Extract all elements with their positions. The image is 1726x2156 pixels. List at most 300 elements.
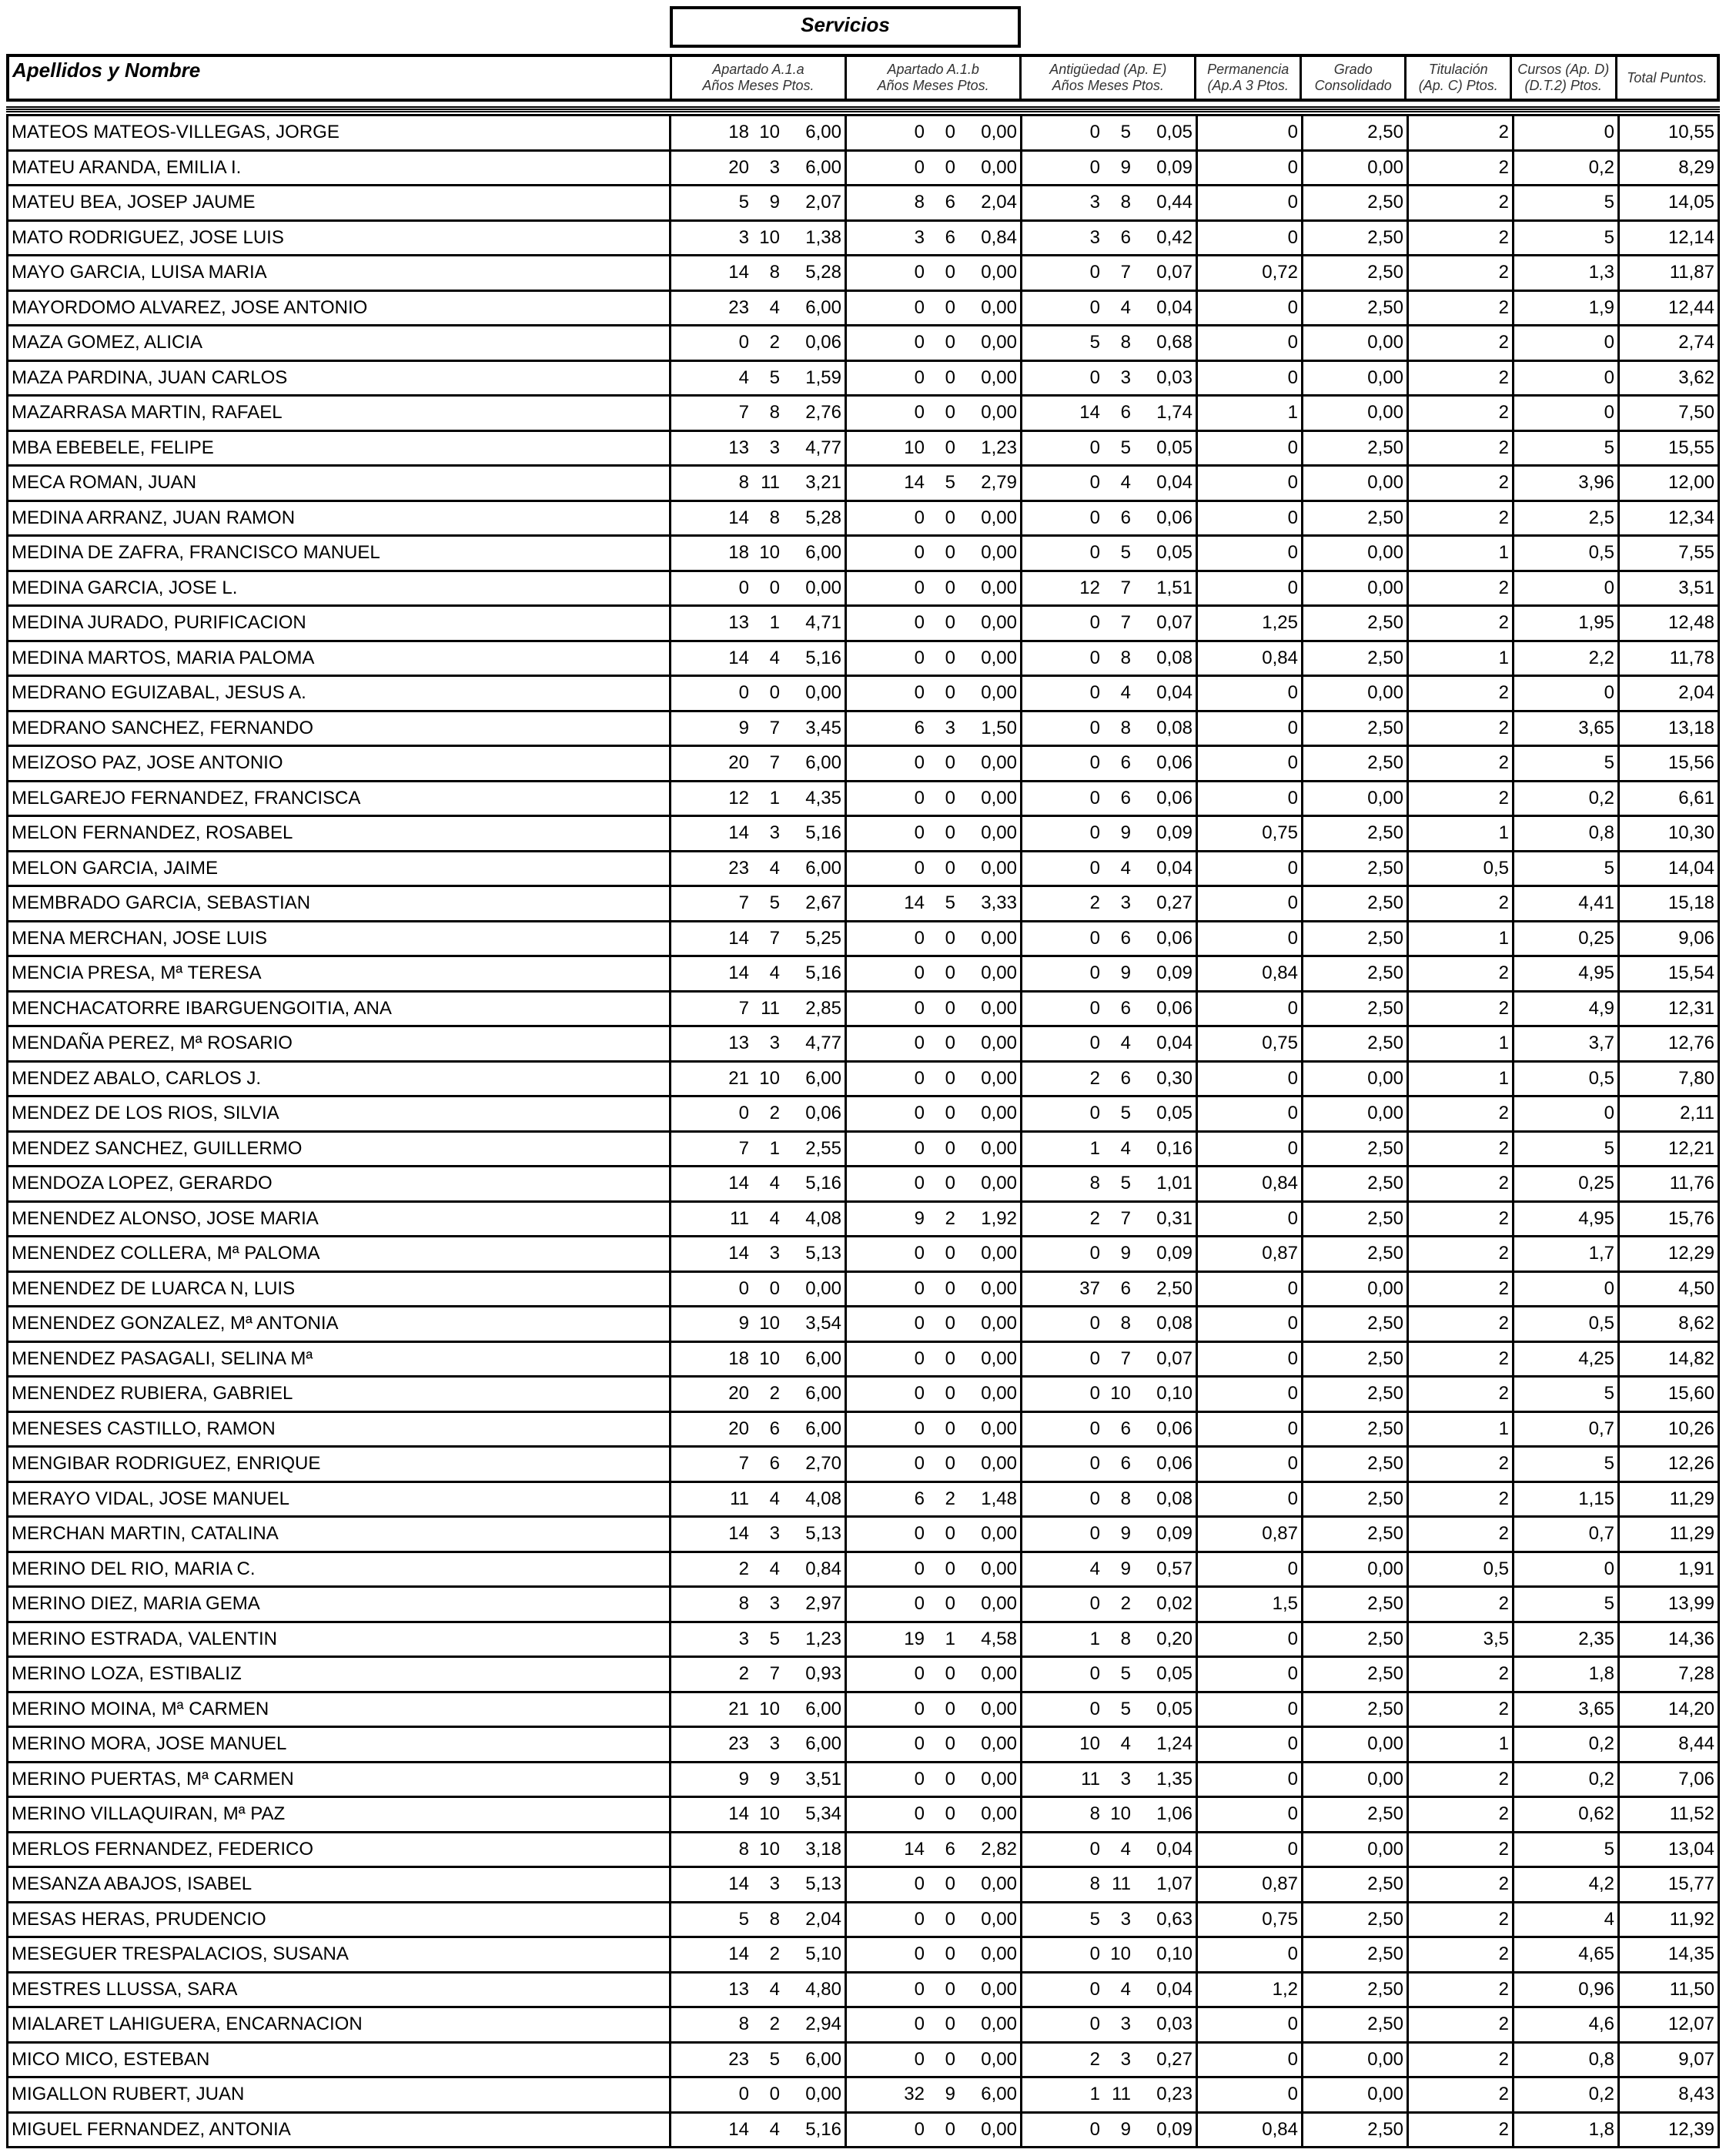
cell-grado: 2,50 — [1303, 852, 1409, 886]
cell-a1a-part: 0,00 — [805, 2084, 841, 2105]
cell-antiguedad — [1022, 1868, 1198, 1901]
cell-permanencia: 0 — [1198, 852, 1303, 886]
cell-a1b-part: 0 — [914, 1943, 925, 1965]
cell-a1a-part: 5,10 — [805, 1943, 841, 1965]
cell-antiguedad-part: 0,06 — [1156, 787, 1192, 808]
cell-cursos: 1,8 — [1514, 1658, 1620, 1691]
cell-a1b-part: 0,00 — [981, 1698, 1017, 1719]
cell-a1a-part: 20 — [728, 156, 749, 178]
cell-name: MERCHAN MARTIN, CATALINA — [6, 1518, 671, 1551]
cell-antiguedad-part: 0 — [1089, 1523, 1100, 1545]
cell-a1b-part: 6 — [914, 1488, 925, 1509]
cell-name: MENENDEZ COLLERA, Mª PALOMA — [6, 1237, 671, 1270]
cell-antiguedad-part: 1 — [1089, 2084, 1100, 2105]
cell-permanencia: 0,84 — [1198, 642, 1303, 675]
cell-antiguedad-part: 0 — [1089, 1838, 1100, 1860]
cell-antiguedad-part: 0,02 — [1156, 1593, 1192, 1615]
cell-cursos: 0,8 — [1514, 817, 1620, 850]
cell-a1b-part: 2,82 — [981, 1838, 1017, 1860]
cell-antiguedad-part: 0 — [1089, 1663, 1100, 1685]
cell-cursos: 4,9 — [1514, 993, 1620, 1026]
cell-a1a — [671, 607, 847, 640]
cell-total: 12,34 — [1620, 502, 1720, 535]
cell-permanencia: 0,75 — [1198, 817, 1303, 850]
cell-cursos: 4,25 — [1514, 1343, 1620, 1376]
cell-antiguedad-part: 8 — [1089, 1173, 1100, 1194]
cell-a1a-part: 0,93 — [805, 1663, 841, 1685]
cell-total: 12,48 — [1620, 607, 1720, 640]
table-body — [6, 114, 1720, 2148]
cell-titulacion: 2 — [1409, 782, 1514, 815]
cell-antiguedad-part: 6 — [1120, 402, 1131, 424]
cell-a1a-part: 4,80 — [805, 1978, 841, 2000]
cell-a1b-part: 0,00 — [981, 1383, 1017, 1404]
cell-a1a-part: 5,13 — [805, 1243, 841, 1264]
cell-antiguedad-part: 9 — [1120, 156, 1131, 178]
cell-antiguedad — [1022, 2114, 1198, 2147]
cell-antiguedad-part: 5 — [1120, 437, 1131, 458]
cell-antiguedad — [1022, 993, 1198, 1026]
cell-permanencia: 0 — [1198, 1798, 1303, 1831]
cell-a1a — [671, 1413, 847, 1446]
cell-a1a-part: 0 — [769, 682, 780, 704]
cell-antiguedad-part: 5 — [1120, 1103, 1131, 1124]
cell-a1a-part: 5 — [769, 2048, 780, 2070]
cell-antiguedad-part: 6 — [1120, 1067, 1131, 1089]
cell-antiguedad-part: 4 — [1120, 682, 1131, 704]
cell-antiguedad — [1022, 362, 1198, 395]
cell-a1a — [671, 467, 847, 500]
cell-antiguedad-part: 0,05 — [1156, 1103, 1192, 1124]
cell-a1a-part: 3 — [738, 1628, 749, 1649]
cell-a1a-part: 4 — [769, 1173, 780, 1194]
cell-a1b — [847, 1693, 1022, 1726]
cell-cursos: 0,5 — [1514, 1307, 1620, 1341]
cell-antiguedad-part: 7 — [1120, 612, 1131, 634]
cell-cursos: 4 — [1514, 1903, 1620, 1937]
cell-antiguedad — [1022, 116, 1198, 149]
cell-name: MIGALLON RUBERT, JUAN — [6, 2078, 671, 2111]
cell-a1a-part: 10 — [759, 1838, 780, 1860]
table-row — [6, 675, 1720, 710]
cell-a1b-part: 0,00 — [981, 1137, 1017, 1159]
cell-grado: 0,00 — [1303, 1097, 1409, 1130]
cell-a1b — [847, 782, 1022, 815]
cell-antiguedad — [1022, 1343, 1198, 1376]
cell-a1b — [847, 222, 1022, 255]
cell-antiguedad-part: 4 — [1120, 1033, 1131, 1054]
cell-grado: 0,00 — [1303, 782, 1409, 815]
cell-a1a-part: 3 — [769, 1733, 780, 1755]
cell-name: MEDINA JURADO, PURIFICACION — [6, 607, 671, 640]
cell-cursos: 5 — [1514, 1833, 1620, 1866]
cell-antiguedad-part: 0,68 — [1156, 332, 1192, 353]
cell-antiguedad-part: 1,07 — [1156, 1873, 1192, 1895]
cell-antiguedad-part: 3 — [1089, 192, 1100, 213]
cell-a1a-part: 6,00 — [805, 1733, 841, 1755]
cell-a1b — [847, 116, 1022, 149]
cell-antiguedad-part: 12 — [1079, 577, 1100, 598]
cell-name: MELON FERNANDEZ, ROSABEL — [6, 817, 671, 850]
cell-titulacion: 2 — [1409, 1448, 1514, 1481]
cell-permanencia: 0 — [1198, 326, 1303, 360]
cell-antiguedad — [1022, 1693, 1198, 1726]
cell-antiguedad — [1022, 2008, 1198, 2041]
cell-a1b-part: 0 — [945, 1943, 955, 1965]
cell-permanencia: 0 — [1198, 2008, 1303, 2041]
cell-antiguedad-part: 0 — [1089, 2014, 1100, 2035]
cell-antiguedad-part: 0 — [1089, 997, 1100, 1019]
cell-antiguedad-part: 1,35 — [1156, 1768, 1192, 1789]
cell-antiguedad-part: 0,05 — [1156, 542, 1192, 564]
cell-a1b — [847, 677, 1022, 710]
cell-a1b — [847, 1097, 1022, 1130]
cell-cursos: 0 — [1514, 326, 1620, 360]
cell-name: MELON GARCIA, JAIME — [6, 852, 671, 886]
cell-total: 11,92 — [1620, 1903, 1720, 1937]
table-row — [6, 1165, 1720, 1200]
cell-permanencia: 1,25 — [1198, 607, 1303, 640]
cell-antiguedad-part: 7 — [1120, 1348, 1131, 1369]
cell-titulacion: 2 — [1409, 572, 1514, 605]
cell-a1a-part: 3,21 — [805, 472, 841, 494]
cell-antiguedad-part: 0 — [1089, 857, 1100, 879]
cell-grado: 0,00 — [1303, 2078, 1409, 2111]
cell-total: 12,07 — [1620, 2008, 1720, 2041]
cell-a1a-part: 2 — [738, 1663, 749, 1685]
cell-grado: 0,00 — [1303, 152, 1409, 185]
cell-permanencia: 0 — [1198, 1378, 1303, 1411]
cell-a1b-part: 0 — [945, 1383, 955, 1404]
cell-total: 4,50 — [1620, 1273, 1720, 1306]
cell-permanencia: 0 — [1198, 502, 1303, 535]
cell-cursos: 0,7 — [1514, 1413, 1620, 1446]
cell-antiguedad-part: 11 — [1112, 1873, 1131, 1895]
table-row — [6, 324, 1720, 360]
cell-name: MENDEZ SANCHEZ, GUILLERMO — [6, 1133, 671, 1166]
cell-antiguedad-part: 0 — [1089, 296, 1100, 318]
table-row — [6, 1761, 1720, 1796]
cell-antiguedad-part: 0,05 — [1156, 122, 1192, 143]
cell-cursos: 5 — [1514, 1133, 1620, 1166]
cell-a1b-part: 0,00 — [981, 1768, 1017, 1789]
cell-a1b — [847, 747, 1022, 780]
cell-permanencia: 0,84 — [1198, 2114, 1303, 2147]
cell-permanencia: 0 — [1198, 1693, 1303, 1726]
cell-a1b — [847, 852, 1022, 886]
cell-total: 2,04 — [1620, 677, 1720, 710]
cell-a1a-part: 9 — [738, 717, 749, 738]
cell-a1a-part: 2,97 — [805, 1593, 841, 1615]
cell-a1a-part: 20 — [728, 1383, 749, 1404]
cell-name: MATEU ARANDA, EMILIA I. — [6, 152, 671, 185]
cell-antiguedad-part: 2,50 — [1156, 1277, 1192, 1299]
cell-cursos: 0 — [1514, 1553, 1620, 1586]
cell-cursos: 4,41 — [1514, 887, 1620, 920]
cell-permanencia: 0 — [1198, 2078, 1303, 2111]
cell-a1b-part: 0 — [914, 1733, 925, 1755]
cell-a1b-part: 5 — [945, 892, 955, 914]
cell-cursos: 5 — [1514, 1588, 1620, 1621]
cell-a1b-part: 0 — [914, 927, 925, 949]
cell-antiguedad — [1022, 502, 1198, 535]
cell-antiguedad — [1022, 782, 1198, 815]
cell-a1b-part: 0 — [914, 1558, 925, 1579]
cell-a1b-part: 0 — [914, 156, 925, 178]
cell-a1a-part: 7 — [738, 892, 749, 914]
cell-a1b-part: 0,00 — [981, 997, 1017, 1019]
cell-a1b — [847, 1938, 1022, 1971]
cell-a1a-part: 14 — [728, 2118, 749, 2140]
cell-a1a — [671, 1623, 847, 1656]
cell-antiguedad — [1022, 572, 1198, 605]
cell-a1a-part: 7 — [738, 402, 749, 424]
cell-antiguedad — [1022, 957, 1198, 990]
cell-a1a-part: 1,23 — [805, 1628, 841, 1649]
cell-a1a-part: 2,94 — [805, 2014, 841, 2035]
cell-cursos: 0,2 — [1514, 1763, 1620, 1796]
cell-cursos: 1,7 — [1514, 1237, 1620, 1270]
cell-titulacion: 2 — [1409, 993, 1514, 1026]
cell-a1a — [671, 397, 847, 430]
cell-a1a — [671, 1237, 847, 1270]
cell-a1b-part: 0 — [945, 1663, 955, 1685]
cell-a1b-part: 14 — [904, 472, 925, 494]
cell-total: 2,74 — [1620, 326, 1720, 360]
cell-a1b — [847, 2008, 1022, 2041]
table-row — [6, 1691, 1720, 1726]
cell-a1b — [847, 1763, 1022, 1796]
cell-titulacion: 2 — [1409, 256, 1514, 290]
cell-grado: 2,50 — [1303, 2008, 1409, 2041]
cell-a1b-part: 0 — [914, 2048, 925, 2070]
cell-name: MELGAREJO FERNANDEZ, FRANCISCA — [6, 782, 671, 815]
cell-grado: 2,50 — [1303, 1167, 1409, 1200]
cell-a1b-part: 9 — [945, 2084, 955, 2105]
cell-antiguedad-part: 5 — [1120, 122, 1131, 143]
cell-a1b-part: 0 — [945, 1803, 955, 1825]
cell-antiguedad — [1022, 2078, 1198, 2111]
table-row — [6, 1411, 1720, 1446]
cell-total: 14,04 — [1620, 852, 1720, 886]
cell-a1b-part: 0 — [914, 1103, 925, 1124]
cell-a1b-part: 0 — [914, 1593, 925, 1615]
cell-a1b-part: 0,00 — [981, 647, 1017, 668]
cell-antiguedad-part: 0 — [1089, 507, 1100, 528]
cell-a1b-part: 0,00 — [981, 1593, 1017, 1615]
cell-a1a-part: 8 — [738, 1838, 749, 1860]
cell-a1a-part: 1,59 — [805, 367, 841, 388]
cell-a1b-part: 0 — [914, 1277, 925, 1299]
cell-antiguedad — [1022, 817, 1198, 850]
cell-a1b-part: 0 — [914, 2014, 925, 2035]
cell-name: MERAYO VIDAL, JOSE MANUEL — [6, 1483, 671, 1516]
table-row — [6, 1445, 1720, 1481]
cell-antiguedad-part: 0,04 — [1156, 1033, 1192, 1054]
cell-a1a-part: 2,67 — [805, 892, 841, 914]
cell-a1b-part: 0 — [945, 1453, 955, 1475]
cell-antiguedad-part: 5 — [1089, 1908, 1100, 1930]
cell-a1b — [847, 1518, 1022, 1551]
cell-a1b — [847, 1833, 1022, 1866]
cell-a1a — [671, 1693, 847, 1726]
cell-titulacion: 3,5 — [1409, 1623, 1514, 1656]
cell-permanencia: 0 — [1198, 292, 1303, 325]
cell-grado: 2,50 — [1303, 922, 1409, 956]
cell-total: 2,11 — [1620, 1097, 1720, 1130]
cell-name: MENDEZ DE LOS RIOS, SILVIA — [6, 1097, 671, 1130]
cell-antiguedad-part: 8 — [1120, 1628, 1131, 1649]
cell-a1a-part: 18 — [728, 542, 749, 564]
cell-a1a-part: 6,00 — [805, 1067, 841, 1089]
cell-a1a-part: 23 — [728, 2048, 749, 2070]
cell-antiguedad-part: 1 — [1089, 1628, 1100, 1649]
cell-a1b-part: 14 — [904, 892, 925, 914]
cell-antiguedad-part: 0 — [1089, 1488, 1100, 1509]
cell-permanencia: 0 — [1198, 362, 1303, 395]
cell-a1a — [671, 817, 847, 850]
cell-a1b-part: 0 — [945, 296, 955, 318]
cell-a1b-part: 0 — [914, 507, 925, 528]
table-row — [6, 1130, 1720, 1166]
cell-antiguedad-part: 5 — [1089, 332, 1100, 353]
cell-name: MIALARET LAHIGUERA, ENCARNACION — [6, 2008, 671, 2041]
cell-a1b-part: 0 — [945, 1418, 955, 1439]
cell-a1b-part: 0 — [914, 1173, 925, 1194]
cell-a1b-part: 0 — [914, 2118, 925, 2140]
cell-a1b — [847, 1203, 1022, 1236]
cell-antiguedad-part: 0,07 — [1156, 262, 1192, 283]
cell-total: 8,43 — [1620, 2078, 1720, 2111]
cell-a1a-part: 0 — [738, 332, 749, 353]
cell-cursos: 3,7 — [1514, 1027, 1620, 1060]
cell-a1a-part: 18 — [728, 122, 749, 143]
cell-antiguedad-part: 1,51 — [1156, 577, 1192, 598]
cell-a1a-part: 5,13 — [805, 1873, 841, 1895]
cell-name: MERINO PUERTAS, Mª CARMEN — [6, 1763, 671, 1796]
cell-a1b-part: 0 — [945, 787, 955, 808]
cell-a1b — [847, 2114, 1022, 2147]
cell-titulacion: 0,5 — [1409, 852, 1514, 886]
cell-a1b — [847, 326, 1022, 360]
cell-name: MENESES CASTILLO, RAMON — [6, 1413, 671, 1446]
cell-antiguedad — [1022, 1203, 1198, 1236]
cell-grado: 2,50 — [1303, 1974, 1409, 2007]
cell-grado: 0,00 — [1303, 397, 1409, 430]
cell-a1a-part: 14 — [728, 1873, 749, 1895]
cell-antiguedad-part: 1,06 — [1156, 1803, 1192, 1825]
cell-total: 12,29 — [1620, 1237, 1720, 1270]
cell-a1a-part: 3 — [769, 822, 780, 844]
cell-a1b-part: 0 — [945, 1033, 955, 1054]
cell-a1a — [671, 256, 847, 290]
cell-permanencia: 0 — [1198, 2044, 1303, 2077]
cell-a1b — [847, 642, 1022, 675]
cell-a1b-part: 0 — [945, 647, 955, 668]
cell-antiguedad-part: 0,30 — [1156, 1067, 1192, 1089]
cell-grado: 0,00 — [1303, 362, 1409, 395]
cell-titulacion: 2 — [1409, 747, 1514, 780]
cell-grado: 0,00 — [1303, 1063, 1409, 1096]
cell-name: MAYO GARCIA, LUISA MARIA — [6, 256, 671, 290]
cell-antiguedad-part: 8 — [1120, 647, 1131, 668]
section-title: Servicios — [670, 6, 1021, 48]
cell-grado: 2,50 — [1303, 607, 1409, 640]
cell-cursos: 0,7 — [1514, 1518, 1620, 1551]
cell-a1a — [671, 1133, 847, 1166]
cell-a1a — [671, 1378, 847, 1411]
cell-a1a-part: 1,38 — [805, 226, 841, 248]
table-row — [6, 1305, 1720, 1341]
cell-antiguedad-part: 0 — [1089, 1418, 1100, 1439]
cell-grado: 2,50 — [1303, 2114, 1409, 2147]
cell-antiguedad-part: 0 — [1089, 822, 1100, 844]
cell-total: 12,00 — [1620, 467, 1720, 500]
cell-a1b-part: 0,00 — [981, 787, 1017, 808]
cell-antiguedad-part: 8 — [1120, 1488, 1131, 1509]
cell-titulacion: 2 — [1409, 1097, 1514, 1130]
cell-a1b-part: 0,00 — [981, 1243, 1017, 1264]
cell-grado: 0,00 — [1303, 2044, 1409, 2077]
table-row — [6, 1726, 1720, 1761]
cell-a1b-part: 1 — [945, 1628, 955, 1649]
cell-a1b-part: 3 — [945, 717, 955, 738]
cell-antiguedad-part: 4 — [1120, 472, 1131, 494]
cell-a1a-part: 10 — [759, 122, 780, 143]
cell-antiguedad-part: 0,20 — [1156, 1628, 1192, 1649]
cell-a1a-part: 6,00 — [805, 752, 841, 774]
cell-a1a-part: 14 — [728, 507, 749, 528]
cell-a1b-part: 0 — [914, 612, 925, 634]
cell-cursos: 3,65 — [1514, 1693, 1620, 1726]
cell-a1b-part: 0 — [914, 1803, 925, 1825]
cell-total: 7,50 — [1620, 397, 1720, 430]
cell-a1a — [671, 887, 847, 920]
cell-antiguedad — [1022, 1133, 1198, 1166]
cell-a1a-part: 23 — [728, 296, 749, 318]
cell-a1a-part: 6 — [769, 1453, 780, 1475]
cell-titulacion: 1 — [1409, 537, 1514, 570]
cell-antiguedad-part: 3 — [1120, 1768, 1131, 1789]
cell-a1b-part: 0,00 — [981, 332, 1017, 353]
cell-antiguedad-part: 2 — [1089, 1207, 1100, 1229]
cell-a1a-part: 0,00 — [805, 577, 841, 598]
cell-cursos: 0 — [1514, 572, 1620, 605]
cell-name: MATEOS MATEOS-VILLEGAS, JORGE — [6, 116, 671, 149]
cell-grado: 2,50 — [1303, 292, 1409, 325]
cell-a1a — [671, 1097, 847, 1130]
cell-a1b-part: 0,00 — [981, 402, 1017, 424]
cell-a1a-part: 6,00 — [805, 2048, 841, 2070]
cell-a1b-part: 0,00 — [981, 122, 1017, 143]
cell-titulacion: 2 — [1409, 1518, 1514, 1551]
cell-a1b — [847, 1027, 1022, 1060]
cell-a1b-part: 2 — [945, 1488, 955, 1509]
cell-a1a — [671, 2044, 847, 2077]
cell-antiguedad — [1022, 642, 1198, 675]
cell-a1a-part: 2,04 — [805, 1908, 841, 1930]
header-antiguedad: Antigüedad (Ap. E) Años Meses Ptos. — [1022, 57, 1196, 99]
cell-titulacion: 2 — [1409, 1343, 1514, 1376]
table-row — [6, 955, 1720, 990]
cell-titulacion: 2 — [1409, 222, 1514, 255]
cell-a1b-part: 0,00 — [981, 507, 1017, 528]
cell-permanencia: 0,84 — [1198, 957, 1303, 990]
cell-antiguedad-part: 6 — [1120, 752, 1131, 774]
cell-grado: 2,50 — [1303, 1938, 1409, 1971]
cell-antiguedad — [1022, 607, 1198, 640]
cell-total: 10,30 — [1620, 817, 1720, 850]
